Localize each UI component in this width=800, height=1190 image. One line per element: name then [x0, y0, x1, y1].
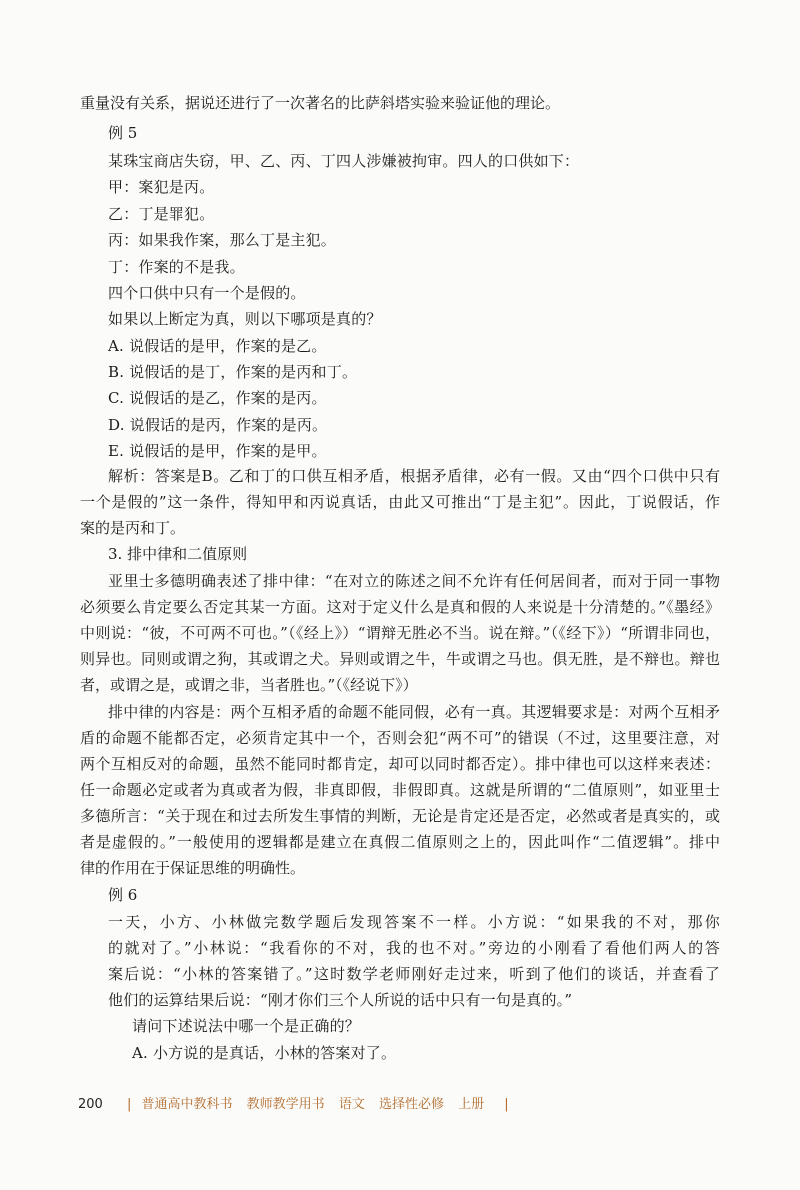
example-line: 丙：如果我作案，那么丁是主犯。 — [108, 231, 337, 249]
option-line: A. 说假话的是甲，作案的是乙。 — [108, 337, 327, 355]
example-heading: 例 6 — [108, 886, 138, 904]
footer-book-type: 教师教学用书 — [246, 1097, 325, 1112]
paragraph-line: 一个是假的”这一条件，得知甲和丙说真话，由此又可推出“丁是主犯”。因此，丁说假话，作 — [80, 493, 720, 511]
section-heading: 3. 排中律和二值原则 — [108, 545, 248, 563]
paragraph-line: 亚里士多德明确表述了排中律：“在对立的陈述之间不允许有任何居间者，而对于同一事物 — [108, 572, 720, 590]
example-line: 乙：丁是罪犯。 — [108, 205, 215, 223]
paragraph-line: 两个互相反对的命题，虽然不能同时都肯定，却可以同时都否定）。排中律也可以这样来表述： — [80, 755, 720, 773]
example-line: 四个口供中只有一个是假的。 — [108, 284, 306, 302]
option-line: A. 小方说的是真话，小林的答案对了。 — [132, 1044, 397, 1062]
example-line: 某珠宝商店失窃，甲、乙、丙、丁四人涉嫌被拘审。四人的口供如下： — [108, 152, 580, 170]
paragraph-line: 者，或谓之是，或谓之非，当者胜也。”（《经说下》） — [80, 676, 418, 694]
example-line: 案后说：“小林的答案错了。”这时数学老师刚好走过来，听到了他们的谈话，并查看了 — [108, 965, 720, 983]
paragraph-line: 多德所言：“关于现在和过去所发生事情的判断，无论是肯定还是否定，必然或者是真实的，或 — [80, 807, 720, 825]
paragraph-line: 律的作用在于保证思维的明确性。 — [80, 859, 306, 877]
footer-divider: | — [504, 1097, 509, 1112]
example-line: 的就对了。”小林说：“我看你的不对，我的也不对。”旁边的小刚看了看他们两人的答 — [108, 939, 720, 957]
paragraph-line: 重量没有关系，据说还进行了一次著名的比萨斜塔实验来验证他的理论。 — [80, 94, 561, 112]
option-line: D. 说假话的是丙，作案的是丙。 — [108, 416, 328, 434]
page-footer — [78, 1096, 515, 1114]
footer-volume: 上册 — [458, 1097, 485, 1112]
option-line: B. 说假话的是丁，作案的是丙和丁。 — [108, 363, 358, 381]
example-line: 请问下述说法中哪一个是正确的？ — [132, 1017, 361, 1035]
page-number: 200 — [78, 1097, 103, 1112]
footer-course: 选择性必修 — [378, 1097, 444, 1112]
example-line: 一天，小方、小林做完数学题后发现答案不一样。小方说：“如果我的不对，那你 — [108, 913, 720, 931]
footer-subject: 语文 — [338, 1097, 365, 1112]
paragraph-line: 者是虚假的。”一般使用的逻辑都是建立在真假二值原则之上的，因此叫作“二值逻辑”。排中 — [80, 833, 720, 851]
example-line: 甲：案犯是丙。 — [108, 178, 215, 196]
footer-series: 普通高中教科书 — [141, 1097, 233, 1112]
example-heading: 例 5 — [108, 124, 138, 142]
example-line: 丁：作案的不是我。 — [108, 258, 245, 276]
paragraph-line: 任一命题必定或者为真或者为假，非真即假，非假即真。这就是所谓的“二值原则”，如亚里士 — [80, 781, 720, 799]
example-line: 他们的运算结果后说：“刚才你们三个人所说的话中只有一句是真的。” — [108, 991, 573, 1009]
footer-divider: | — [126, 1097, 132, 1112]
paragraph-line: 盾的命题不能都否定，必须肯定其中一个，否则会犯“两不可”的错误（不过，这里要注意，对 — [80, 729, 720, 747]
paragraph-line: 必须要么肯定要么否定其某一方面。这对于定义什么是真和假的人来说是十分清楚的。”《墨经》 — [80, 598, 720, 616]
option-line: C. 说假话的是乙，作案的是丙。 — [108, 389, 327, 407]
option-line: E. 说假话的是甲，作案的是甲。 — [108, 442, 327, 460]
example-line: 如果以上断定为真，则以下哪项是真的？ — [108, 310, 382, 328]
paragraph-line: 排中律的内容是：两个互相矛盾的命题不能同假，必有一真。其逻辑要求是：对两个互相矛 — [108, 703, 720, 721]
paragraph-line: 解析：答案是B。乙和丁的口供互相矛盾，根据矛盾律，必有一假。又由“四个口供中只有 — [108, 467, 720, 485]
paragraph-line: 中则说：“彼，不可两不可也。”（《经上》）“谓辩无胜必不当。说在辩。”（《经下》）“所谓非同也， — [80, 624, 720, 642]
paragraph-line: 案的是丙和丁。 — [80, 519, 186, 537]
paragraph-line: 则异也。同则或谓之狗，其或谓之犬。异则或谓之牛，牛或谓之马也。俱无胜，是不辩也。辩也 — [80, 650, 720, 668]
